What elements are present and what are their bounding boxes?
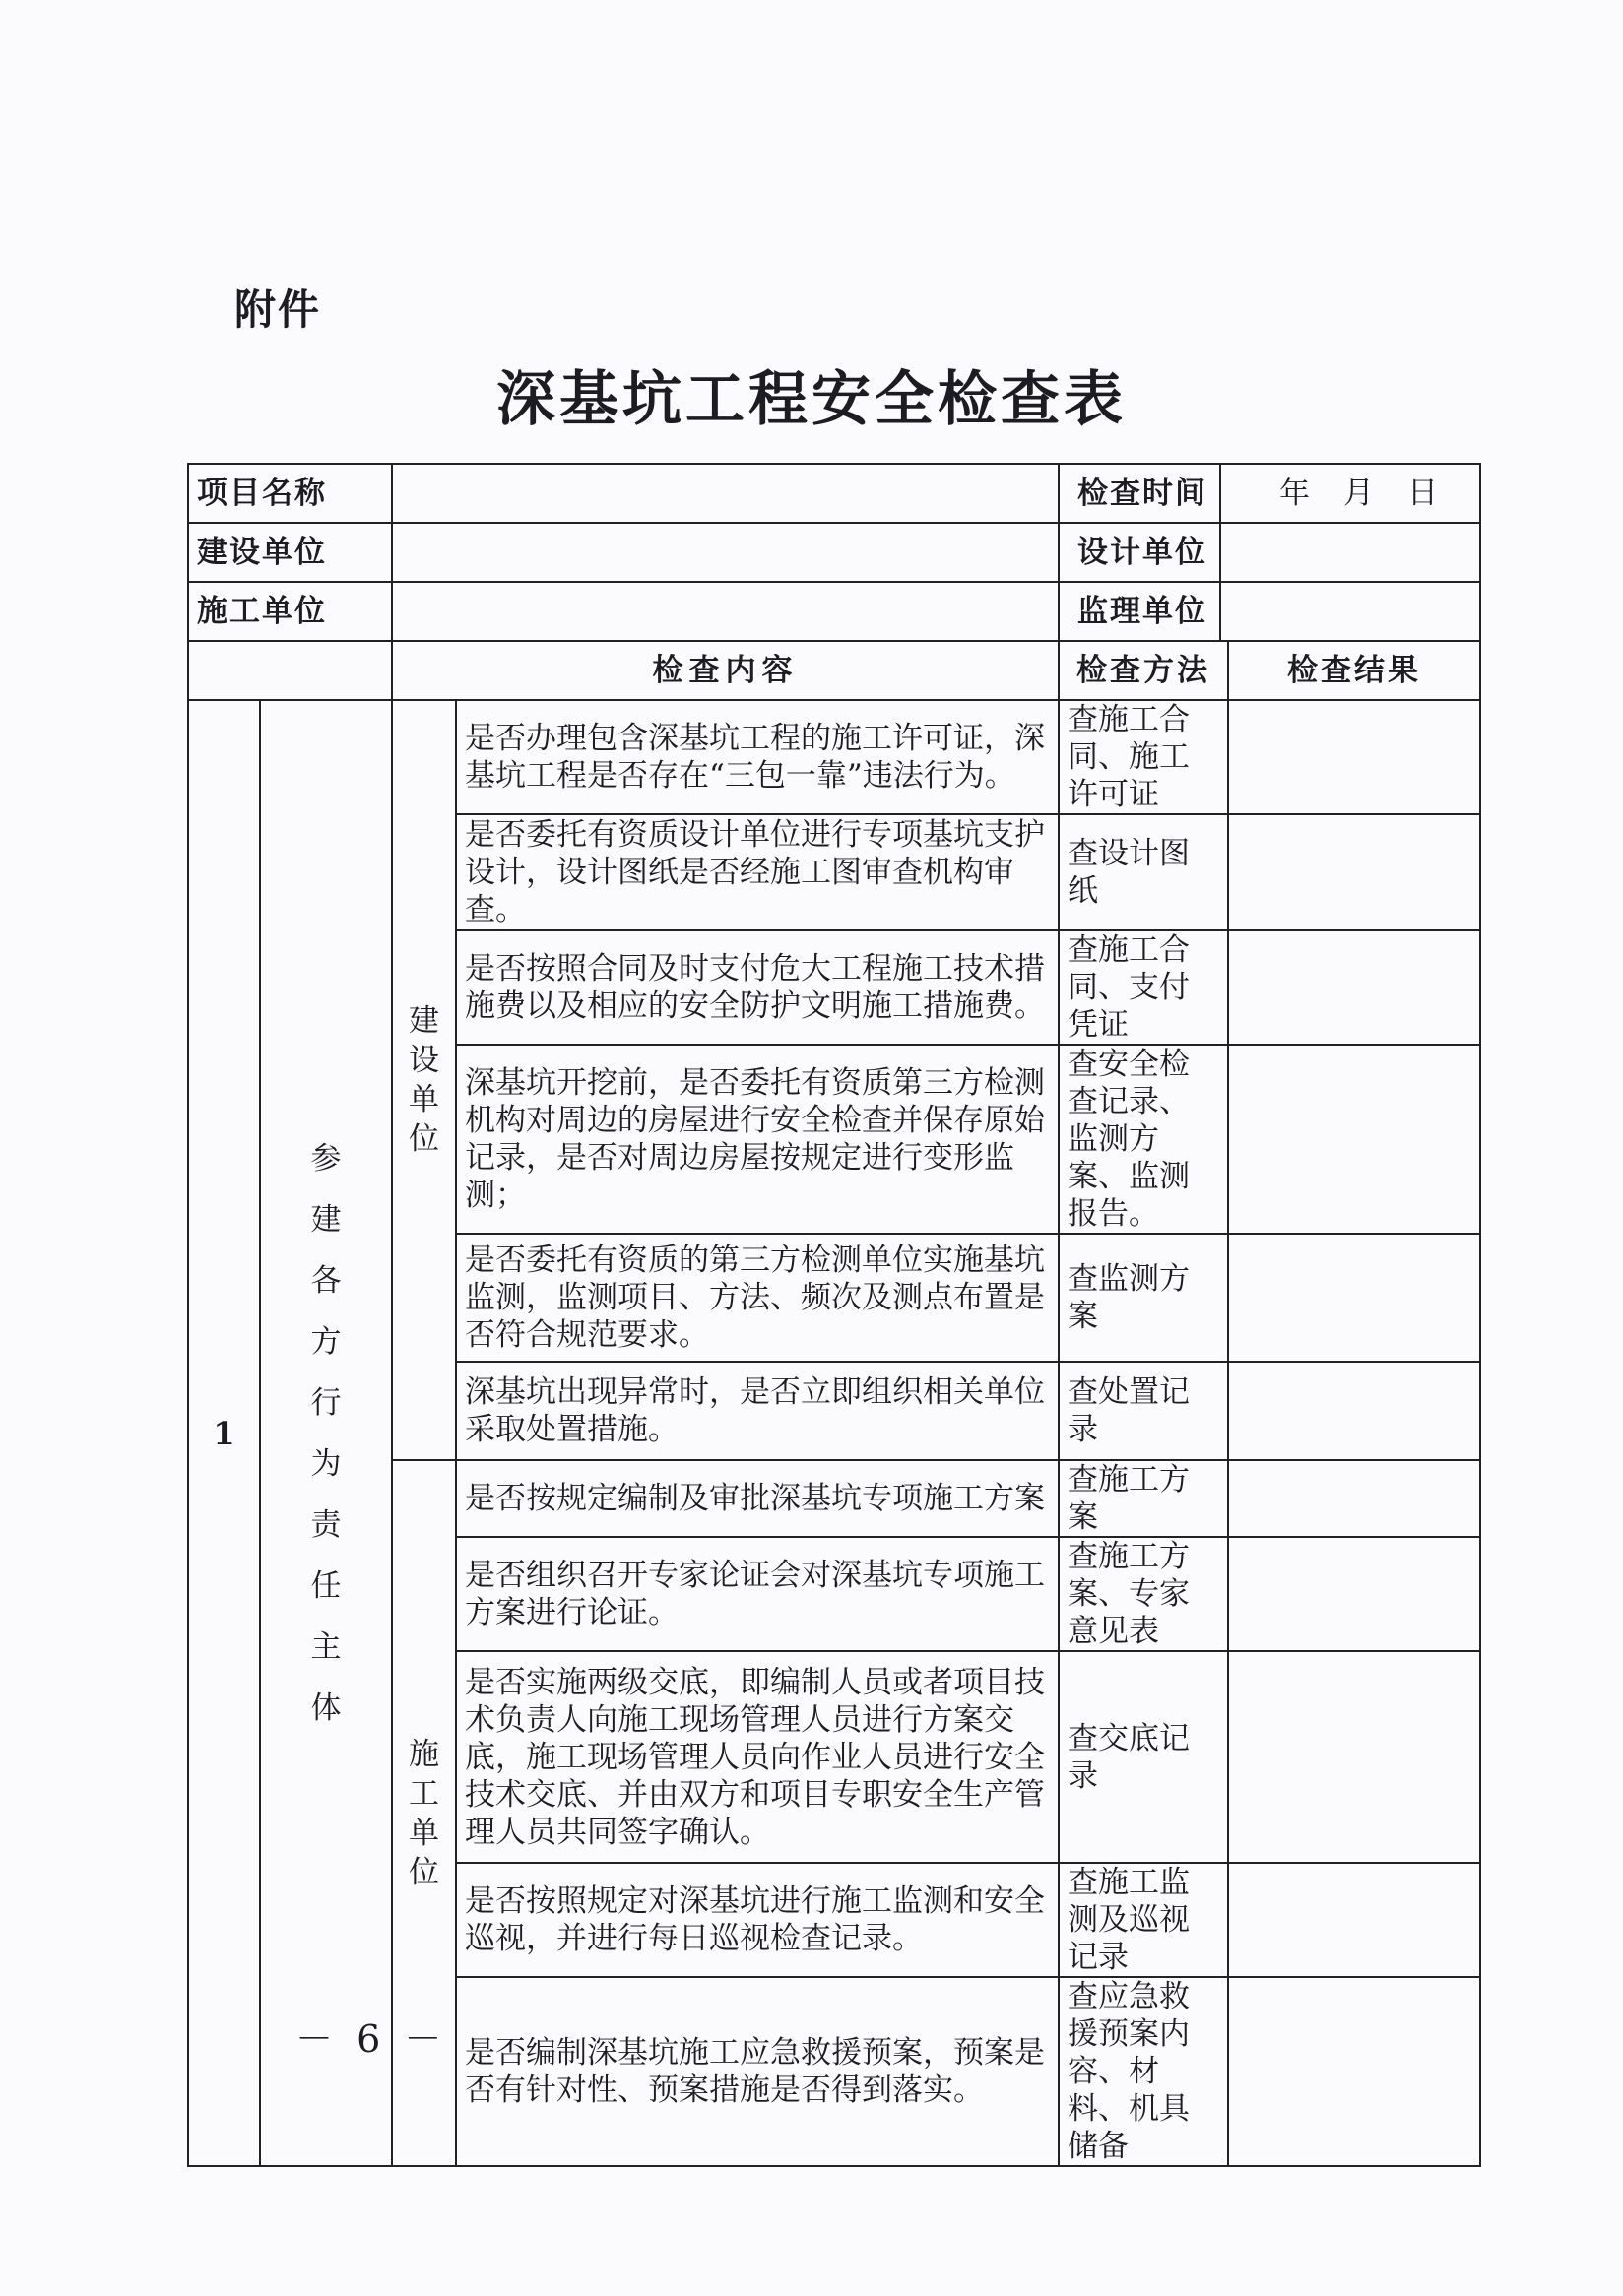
contractor-party-char: 施	[409, 1736, 439, 1772]
contractor-party-char: 位	[409, 1854, 439, 1890]
design-label: 设计单位	[1060, 524, 1221, 581]
check-method: 查交底记录	[1059, 1651, 1228, 1863]
header-result: 检查结果	[1228, 641, 1480, 700]
check-method: 查施工合同、施工许可证	[1059, 700, 1228, 814]
owner-party-char: 建	[409, 1003, 439, 1039]
page-number: － 6 －	[295, 2017, 448, 2061]
supervision-value[interactable]	[1221, 583, 1479, 640]
check-result[interactable]	[1228, 1234, 1480, 1362]
document-title: 深基坑工程安全检查表	[496, 365, 1127, 434]
owner-party-char: 位	[409, 1121, 439, 1157]
table-row	[188, 700, 1480, 814]
check-result[interactable]	[1228, 1977, 1480, 2166]
header-method: 检查方法	[1059, 641, 1228, 700]
check-result[interactable]	[1228, 1863, 1480, 1977]
contractor-value[interactable]	[392, 582, 1059, 641]
category-char: 责	[310, 1506, 342, 1543]
category-char: 任	[310, 1567, 342, 1604]
check-result[interactable]	[1228, 1362, 1480, 1460]
check-method: 查设计图纸	[1059, 814, 1228, 930]
category-char: 建	[310, 1201, 342, 1238]
check-content: 深基坑出现异常时，是否立即组织相关单位采取处置措施。	[456, 1362, 1059, 1460]
check-result[interactable]	[1228, 1460, 1480, 1537]
check-method: 查施工方案、专家意见表	[1059, 1537, 1228, 1651]
check-method: 查处置记录	[1059, 1362, 1228, 1460]
check-content: 是否编制深基坑施工应急救援预案，预案是否有针对性、预案措施是否得到落实。	[456, 1977, 1059, 2166]
category-char: 方	[310, 1323, 342, 1360]
check-result[interactable]	[1228, 1045, 1480, 1234]
check-content: 是否按照合同及时支付危大工程施工技术措施费以及相应的安全防护文明施工措施费。	[456, 930, 1059, 1045]
date-year: 年	[1279, 476, 1312, 511]
inspection-table-wrapper	[187, 463, 1479, 2167]
supervision-label: 监理单位	[1060, 583, 1221, 640]
check-time-label: 检查时间	[1060, 465, 1221, 522]
contractor-party-char: 工	[409, 1775, 439, 1812]
check-time-cell	[1059, 464, 1480, 523]
check-method: 查应急救援预案内容、材料、机具储备	[1059, 1977, 1228, 2166]
category-char: 各	[310, 1262, 342, 1299]
check-method: 查施工合同、支付凭证	[1059, 930, 1228, 1045]
check-content: 深基坑开挖前，是否委托有资质第三方检测机构对周边的房屋进行安全检查并保存原始记录，是否对周边房屋按规定进行变形监测；	[456, 1045, 1059, 1234]
check-result[interactable]	[1228, 700, 1480, 814]
check-method: 查施工方案	[1059, 1460, 1228, 1537]
project-name-label: 项目名称	[188, 464, 392, 523]
info-row-project	[188, 464, 1480, 523]
design-cell	[1059, 523, 1480, 582]
owner-party-char: 单	[409, 1082, 439, 1117]
info-row-contractor	[188, 582, 1480, 641]
check-result[interactable]	[1228, 1651, 1480, 1863]
info-row-owner	[188, 523, 1480, 582]
date-month: 月	[1343, 476, 1376, 511]
check-time-value[interactable]	[1221, 465, 1479, 522]
section-number: 1	[188, 700, 260, 2166]
section-category	[260, 700, 392, 2166]
header-row	[188, 641, 1480, 700]
check-result[interactable]	[1228, 930, 1480, 1045]
contractor-label: 施工单位	[188, 582, 392, 641]
check-content: 是否委托有资质设计单位进行专项基坑支护设计，设计图纸是否经施工图审查机构审查。	[456, 814, 1059, 930]
category-char: 主	[310, 1628, 342, 1665]
check-content: 是否实施两级交底，即编制人员或者项目技术负责人向施工现场管理人员进行方案交底，施工现场管理人员向作业人员进行安全技术交底、并由双方和项目专职安全生产管理人员共同签字确认。	[456, 1651, 1059, 1863]
check-method: 查监测方案	[1059, 1234, 1228, 1362]
category-char: 为	[310, 1445, 342, 1482]
supervision-cell	[1059, 582, 1480, 641]
check-content: 是否办理包含深基坑工程的施工许可证，深基坑工程是否存在“三包一靠”违法行为。	[456, 700, 1059, 814]
check-method: 查施工监测及巡视记录	[1059, 1863, 1228, 1977]
date-day: 日	[1407, 476, 1440, 511]
category-char: 参	[310, 1140, 342, 1177]
owner-party	[392, 700, 456, 1460]
check-content: 是否委托有资质的第三方检测单位实施基坑监测，监测项目、方法、频次及测点布置是否符合规范要求。	[456, 1234, 1059, 1362]
inspection-table	[187, 463, 1481, 2167]
check-content: 是否组织召开专家论证会对深基坑专项施工方案进行论证。	[456, 1537, 1059, 1651]
category-char: 体	[310, 1690, 342, 1726]
header-blank	[188, 641, 392, 700]
contractor-party-char: 单	[409, 1815, 439, 1851]
check-content: 是否按规定编制及审批深基坑专项施工方案	[456, 1460, 1059, 1537]
project-name-value[interactable]	[392, 464, 1059, 523]
attachment-label: 附件	[234, 286, 322, 334]
check-content: 是否按照规定对深基坑进行施工监测和安全巡视，并进行每日巡视检查记录。	[456, 1863, 1059, 1977]
category-char: 行	[310, 1384, 342, 1421]
check-method: 查安全检查记录、监测方案、监测报告。	[1059, 1045, 1228, 1234]
owner-value[interactable]	[392, 523, 1059, 582]
owner-party-char: 设	[409, 1043, 439, 1078]
design-value[interactable]	[1221, 524, 1479, 581]
owner-label: 建设单位	[188, 523, 392, 582]
check-result[interactable]	[1228, 814, 1480, 930]
header-content: 检查内容	[392, 641, 1059, 700]
check-result[interactable]	[1228, 1537, 1480, 1651]
